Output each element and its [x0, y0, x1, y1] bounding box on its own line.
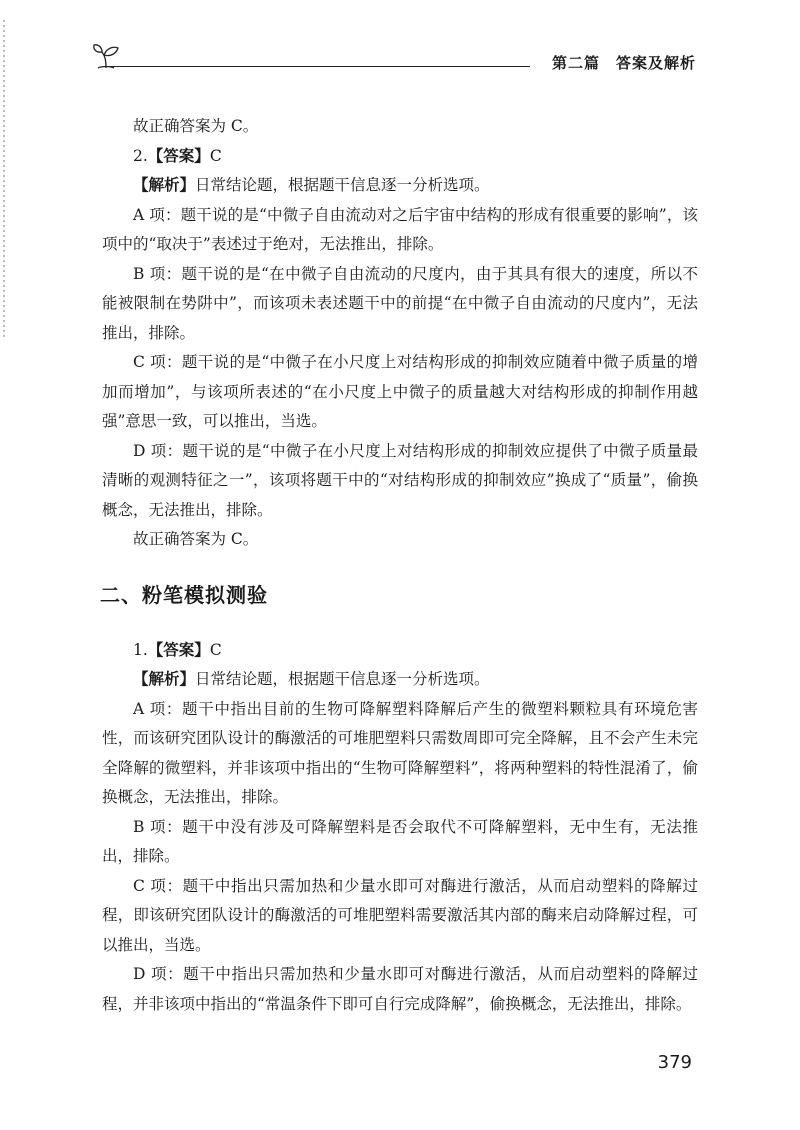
q2-option-c: C 项：题干说的是“中微子在小尺度上对结构形成的抑制效应随着中微子质量的增加而增加”，与该项所表述的“在小尺度上中微子的质量越大对结构形成的抑制作用越强”意思一致，可以推出，当选。: [102, 353, 698, 430]
s2-q1-option-a: A 项：题干中指出目前的生物可降解塑料降解后产生的微塑料颗粒具有环境危害性，而该研究团队设计的酶激活的可堆肥塑料只需数周即可完全降解，且不会产生未完全降解的微塑料，并非该项中指出的“生物可降解塑料”，将两种塑料的特性混淆了，偷换概念，无法推出，排除。: [102, 699, 698, 806]
q2-analysis-label: 【解析】: [133, 176, 196, 194]
q2-option-d: D 项：题干说的是“中微子在小尺度上对结构形成的抑制效应提供了中微子质量最清晰的观测特征之一”，该项将题干中的“对结构形成的抑制效应”换成了“质量”，偷换概念，无法推出，排除。: [102, 441, 698, 519]
header-title: 第二篇 答案及解析: [551, 54, 696, 72]
scan-edge-artifact: [3, 20, 5, 340]
section-title: 二、粉笔模拟测验: [100, 582, 268, 607]
q2-option-a: A 项：题干说的是“中微子自由流动对之后宇宙中结构的形成有很重要的影响”，该项中的“取决于”表述过于绝对，无法推出，排除。: [102, 205, 698, 253]
q2-answer-label: 【答案】: [147, 146, 210, 165]
q2-answer: C: [209, 146, 222, 165]
s2-q1-answer: C: [209, 640, 222, 659]
q2-analysis-text: 日常结论题，根据题干信息逐一分析选项。: [195, 176, 490, 194]
page-header: [92, 40, 704, 80]
header-rule: [106, 66, 530, 67]
prev-conclusion: 故正确答案为 C。: [133, 117, 259, 135]
q2-option-b: B 项：题干说的是“在中微子自由流动的尺度内，由于其具有很大的速度，所以不能被限制在势阱中”，而该项未表述题干中的前提“在中微子自由流动的尺度内”，无法推出，排除。: [102, 264, 698, 342]
s2-q1-answer-label: 【答案】: [147, 640, 210, 659]
s2-q1-answer-line: [102, 636, 698, 666]
q2-answer-line: [102, 142, 698, 172]
s2-q1-number: 1.: [133, 640, 148, 659]
s2-q1-analysis-line: [102, 665, 698, 695]
sprout-icon: [92, 42, 126, 72]
s2-q1-analysis-label: 【解析】: [133, 670, 196, 688]
page-content: [102, 112, 698, 1019]
s2-q1-option-b: B 项：题干中没有涉及可降解塑料是否会取代不可降解塑料，无中生有，无法推出，排除。: [102, 817, 698, 865]
s2-q1-option-c: C 项：题干中指出只需加热和少量水即可对酶进行激活，从而启动塑料的降解过程，即该研究团队设计的酶激活的可堆肥塑料需要激活其内部的酶来启动降解过程，可以推出，当选。: [102, 876, 698, 954]
s2-q1-option-d: D 项：题干中指出只需加热和少量水即可对酶进行激活，从而启动塑料的降解过程，并非该项中指出的“常温条件下即可自行完成降解”，偷换概念，无法推出，排除。: [102, 965, 698, 1013]
q2-number: 2.: [133, 146, 148, 165]
page-number: 379: [657, 1052, 692, 1073]
s2-q1-analysis-text: 日常结论题，根据题干信息逐一分析选项。: [195, 670, 490, 688]
q2-conclusion: 故正确答案为 C。: [133, 530, 259, 548]
q2-analysis-line: [102, 171, 698, 201]
